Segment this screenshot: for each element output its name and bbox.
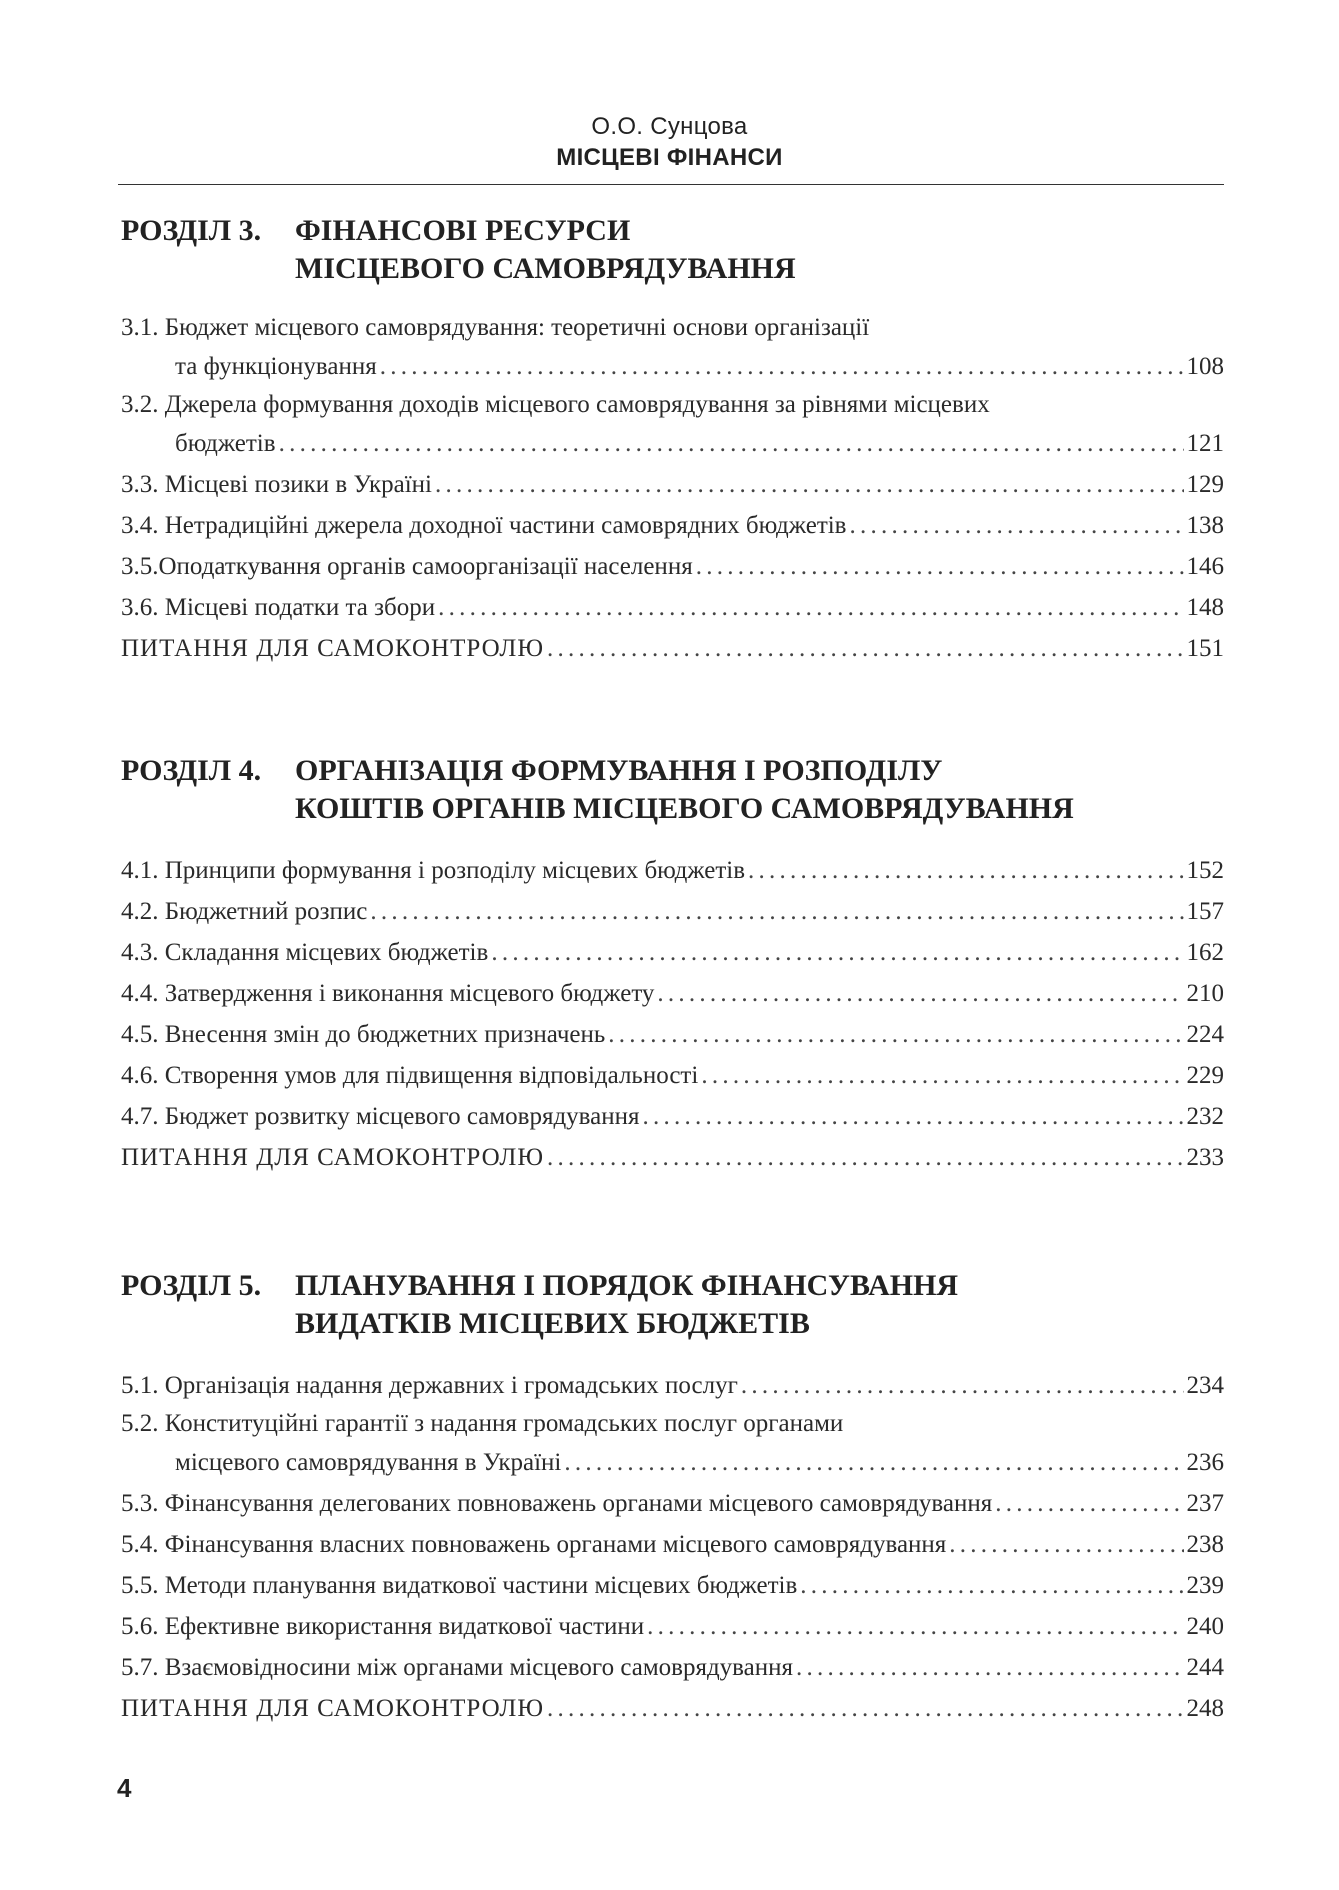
dot-leader (608, 1014, 1183, 1055)
section-label: РОЗДІЛ 5. (121, 1269, 262, 1302)
entry-title: 5.6. Ефективне використання видаткової частини (121, 1613, 645, 1640)
entry-title: 3.6. Місцеві податки та збори (121, 594, 436, 621)
dot-leader (547, 1137, 1183, 1178)
page-ref: 239 (1186, 1572, 1224, 1599)
dot-leader (547, 1688, 1183, 1729)
header-rule (118, 184, 1224, 185)
page-ref: 244 (1186, 1654, 1224, 1681)
page-ref: 146 (1186, 553, 1224, 580)
page-ref: 238 (1186, 1531, 1224, 1558)
section-heading (121, 752, 1224, 850)
entry-title: 5.7. Взаємовідносини між органами місцевого самоврядування (121, 1654, 793, 1681)
dot-leader (370, 891, 1183, 932)
toc-entry[interactable] (121, 310, 1224, 387)
toc-entry[interactable] (121, 387, 1224, 464)
section-heading (121, 212, 1224, 310)
entry-title: 3.1. Бюджет місцевого самоврядування: теоретичні основи організації (121, 314, 870, 341)
dot-leader (657, 973, 1183, 1014)
dot-leader (643, 1096, 1184, 1137)
toc-entry[interactable] (121, 1565, 1224, 1606)
entry-title: 4.6. Створення умов для підвищення відповідальності (121, 1062, 699, 1089)
dot-leader (701, 1055, 1183, 1096)
entry-title: 3.2. Джерела формування доходів місцевого самоврядування за рівнями місцевих (121, 391, 990, 418)
entry-title: 5.2. Конституційні гарантії з надання громадських послуг органами (121, 1410, 844, 1437)
toc-entry[interactable] (121, 850, 1224, 891)
page-ref: 224 (1186, 1021, 1224, 1048)
entry-title: 4.1. Принципи формування і розподілу місцевих бюджетів (121, 857, 745, 884)
running-head-author: О.О. Сунцова (591, 113, 748, 140)
entry-title: 3.3. Місцеві позики в Україні (121, 471, 432, 498)
entry-title: 5.5. Методи планування видаткової частини місцевих бюджетів (121, 1572, 798, 1599)
toc-entry[interactable] (121, 1365, 1224, 1406)
entry-title: 5.3. Фінансування делегованих повноважень органами місцевого самоврядування (121, 1490, 993, 1517)
self-control-questions-entry[interactable] (121, 628, 1224, 669)
dot-leader (438, 587, 1183, 628)
dot-leader (696, 546, 1184, 587)
page-number: 4 (117, 1773, 132, 1803)
self-control-questions-entry[interactable] (121, 1688, 1224, 1729)
section-title-line: ПЛАНУВАННЯ І ПОРЯДОК ФІНАНСУВАННЯ (295, 1269, 959, 1302)
dot-leader (850, 505, 1184, 546)
section-title-line: ВИДАТКІВ МІСЦЕВИХ БЮДЖЕТІВ (295, 1307, 810, 1340)
section-heading (121, 1267, 1224, 1365)
dot-leader (741, 1365, 1184, 1406)
page-ref: 151 (1186, 635, 1224, 662)
dot-leader (949, 1524, 1183, 1565)
toc-entry[interactable] (121, 1096, 1224, 1137)
page-ref: 240 (1186, 1613, 1224, 1640)
toc-entry[interactable] (121, 1406, 1224, 1483)
toc-entry[interactable] (121, 587, 1224, 628)
entry-title: 4.7. Бюджет розвитку місцевого самоврядування (121, 1103, 640, 1130)
page-ref: 210 (1186, 980, 1224, 1007)
dot-leader (435, 464, 1184, 505)
entry-title: 5.4. Фінансування власних повноважень органами місцевого самоврядування (121, 1531, 947, 1558)
toc-entry[interactable] (121, 932, 1224, 973)
entry-title: ПИТАННЯ ДЛЯ САМОКОНТРОЛЮ (121, 1144, 545, 1171)
dot-leader (995, 1483, 1183, 1524)
page-ref: 152 (1186, 857, 1224, 884)
entry-title: 5.1. Організація надання державних і громадських послуг (121, 1372, 738, 1399)
toc-section (121, 1267, 1224, 1729)
section-label: РОЗДІЛ 3. (121, 214, 262, 247)
entry-title: 4.2. Бюджетний розпис (121, 898, 368, 925)
entry-title: ПИТАННЯ ДЛЯ САМОКОНТРОЛЮ (121, 635, 545, 662)
page-ref: 129 (1186, 471, 1224, 498)
dot-leader (491, 932, 1183, 973)
dot-leader (748, 850, 1184, 891)
page-ref: 233 (1186, 1144, 1224, 1171)
section-title-line: ОРГАНІЗАЦІЯ ФОРМУВАННЯ І РОЗПОДІЛУ (295, 754, 943, 787)
section-label: РОЗДІЛ 4. (121, 754, 262, 787)
toc-entry[interactable] (121, 973, 1224, 1014)
dot-leader (547, 628, 1183, 669)
toc-entry[interactable] (121, 1483, 1224, 1524)
page-ref: 236 (1186, 1449, 1224, 1476)
entry-title: 4.5. Внесення змін до бюджетних призначень (121, 1021, 606, 1048)
toc-entry[interactable] (121, 1524, 1224, 1565)
entry-title: 4.3. Складання місцевих бюджетів (121, 939, 489, 966)
toc-entry[interactable] (121, 891, 1224, 932)
page-ref: 234 (1186, 1372, 1224, 1399)
entry-title: 4.4. Затвердження і виконання місцевого бюджету (121, 980, 655, 1007)
dot-leader (279, 423, 1184, 464)
dot-leader (796, 1647, 1184, 1688)
toc-entry[interactable] (121, 1055, 1224, 1096)
page-ref: 248 (1186, 1695, 1224, 1722)
toc-entry[interactable] (121, 1606, 1224, 1647)
toc-section (121, 212, 1224, 669)
entry-title: ПИТАННЯ ДЛЯ САМОКОНТРОЛЮ (121, 1695, 545, 1722)
dot-leader (380, 346, 1184, 387)
page-ref: 138 (1186, 512, 1224, 539)
entry-title-continuation: місцевого самоврядування в Україні (175, 1449, 562, 1476)
section-title-line: МІСЦЕВОГО САМОВРЯДУВАННЯ (295, 252, 796, 285)
entry-title: 3.4. Нетрадиційні джерела доходної частини самоврядних бюджетів (121, 512, 847, 539)
toc-entry[interactable] (121, 1014, 1224, 1055)
page-ref: 237 (1186, 1490, 1224, 1517)
page-ref: 229 (1186, 1062, 1224, 1089)
page-ref: 121 (1186, 430, 1224, 457)
section-title-line: ФІНАНСОВІ РЕСУРСИ (295, 214, 631, 247)
dot-leader (647, 1606, 1183, 1647)
entry-title-continuation: бюджетів (175, 430, 276, 457)
page-ref: 157 (1186, 898, 1224, 925)
section-title-line: КОШТІВ ОРГАНІВ МІСЦЕВОГО САМОВРЯДУВАННЯ (295, 792, 1074, 825)
toc-entry[interactable] (121, 464, 1224, 505)
page-ref: 148 (1186, 594, 1224, 621)
self-control-questions-entry[interactable] (121, 1137, 1224, 1178)
dot-leader (800, 1565, 1183, 1606)
entry-title: 3.5.Оподаткування органів самоорганізації населення (121, 553, 693, 580)
toc-entry[interactable] (121, 505, 1224, 546)
page-ref: 108 (1186, 353, 1224, 380)
dot-leader (564, 1442, 1183, 1483)
toc-entry[interactable] (121, 1647, 1224, 1688)
toc-entry[interactable] (121, 546, 1224, 587)
entry-title-continuation: та функціонування (175, 353, 377, 380)
page-ref: 232 (1186, 1103, 1224, 1130)
page-ref: 162 (1186, 939, 1224, 966)
running-head-title: МІСЦЕВІ ФІНАНСИ (556, 144, 783, 171)
toc-section (121, 752, 1224, 1178)
